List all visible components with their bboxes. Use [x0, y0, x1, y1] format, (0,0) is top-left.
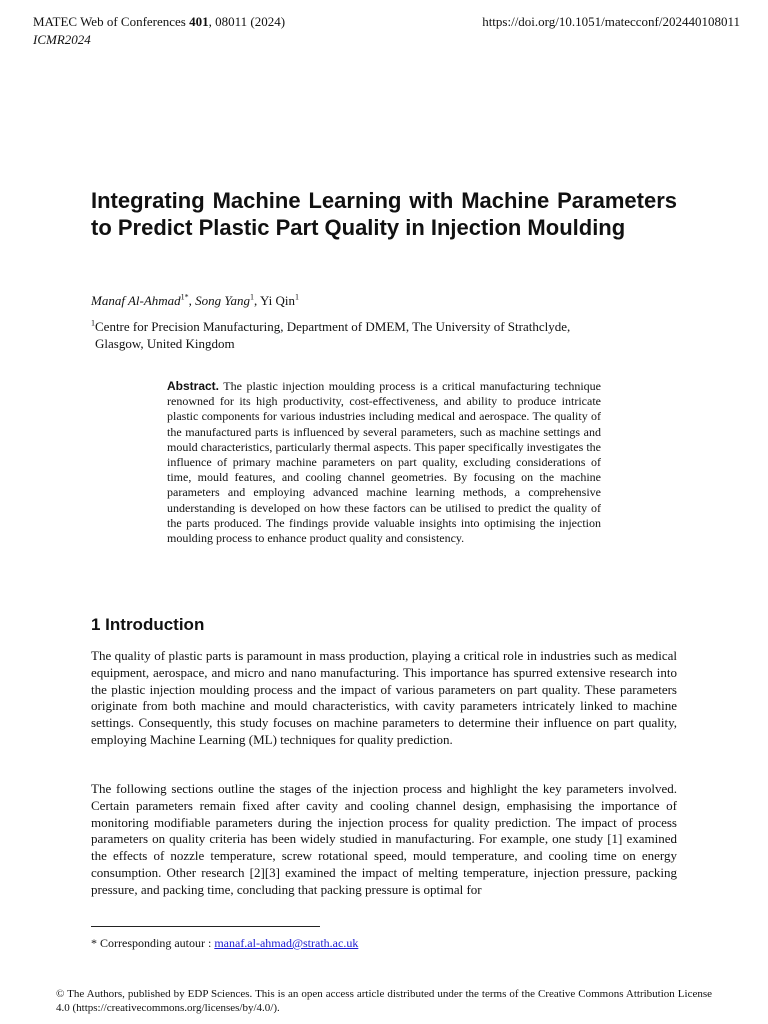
author-separator: ,: [188, 293, 196, 308]
corresponding-email-link[interactable]: manaf.al-ahmad@strath.ac.uk: [214, 936, 359, 950]
author-name: Manaf Al-Ahmad: [91, 293, 181, 308]
body-paragraph: The quality of plastic parts is paramount in mass production, playing a critical role in industries such as medical equipment, aerospace, and micro and nano manufacturing. This importance has spurred extensive research into the plastic injection moulding process and the impact of various parameters on part quality. These parameters originate from both machine and mould characteristics, with cavity parameters intricately linked to machine settings. Consequently, this study focuses on machine parameters to determine their influence on part quality, employing Machine Learning (ML) techniques for quality prediction.: [91, 648, 677, 747]
conference-name: ICMR2024: [33, 32, 91, 47]
abstract-label: Abstract.: [167, 379, 220, 393]
doi-link[interactable]: https://doi.org/10.1051/matecconf/202440108011: [482, 14, 740, 29]
author-affiliation-mark: 1*: [180, 292, 189, 302]
article-number: , 08011 (2024): [208, 14, 286, 29]
body-paragraph: The following sections outline the stages of the injection process and highlight the key parameters involved. Certain parameters remain fixed after cavity and cooling channel design, emphasising the importance of monitoring modifiable parameters during the injection process for quality prediction. The impact of process parameters on quality criteria has been widely studied in manufacturing. For example, one study [1] examined the effects of nozzle temperature, screw rotational speed, mould temperature, and cooling time on energy consumption. Other research [2][3] examined the impact of melting temperature, injection pressure, packing pressure, and packing time, concluding that packing pressure is optimal for: [91, 781, 677, 897]
license-notice: © The Authors, published by EDP Sciences. This is an open access article distributed under the terms of the Creative Commons Attribution License 4.0 (https://creativecommons.org/licenses/by/4.0/).: [56, 988, 712, 1014]
journal-volume: 401: [189, 14, 209, 29]
affiliation: [91, 318, 651, 352]
author-affiliation-mark: 1: [295, 292, 300, 302]
paper-title: Integrating Machine Learning with Machine Parameters to Predict Plastic Part Quality in Injection Moulding: [91, 188, 677, 240]
author-list: [91, 292, 299, 310]
section-heading: 1 Introduction: [91, 615, 205, 634]
affiliation-line: Glasgow, United Kingdom: [95, 336, 235, 351]
footnote-label: * Corresponding autour :: [91, 936, 215, 950]
affiliation-mark: 1: [91, 318, 95, 328]
author-affiliation-mark: 1: [249, 292, 254, 302]
footnote-divider: [91, 926, 320, 927]
author-separator: ,: [253, 293, 260, 308]
abstract: [167, 379, 601, 546]
journal-citation: [33, 13, 285, 31]
footnote: [91, 935, 358, 951]
journal-name: MATEC Web of Conferences: [33, 14, 186, 29]
author-name: Song Yang: [195, 293, 250, 308]
affiliation-line: Centre for Precision Manufacturing, Department of DMEM, The University of Strathclyde,: [95, 319, 571, 334]
abstract-text: The plastic injection moulding process is a critical manufacturing technique renowned for its high productivity, cost-effectiveness, and ability to produce intricate plastic components for various industries including medical and aerospace. The quality of the manufactured parts is influenced by several parameters, such as machine settings and mould characteristics, particularly thermal aspects. This paper specifically investigates the influence of primary machine parameters on part quality, excluding considerations of time, mould features, and cooling channel geometries. By focusing on the machine parameters and employing advanced machine learning methods, a comprehensive understanding is developed on how these factors can be utilised to predict the quality of the parts produced. The findings provide valuable insights into optimising the injection moulding process to enhance product quality and consistency.: [167, 379, 601, 546]
author-name: Yi Qin: [260, 293, 296, 308]
running-header: [33, 13, 285, 49]
